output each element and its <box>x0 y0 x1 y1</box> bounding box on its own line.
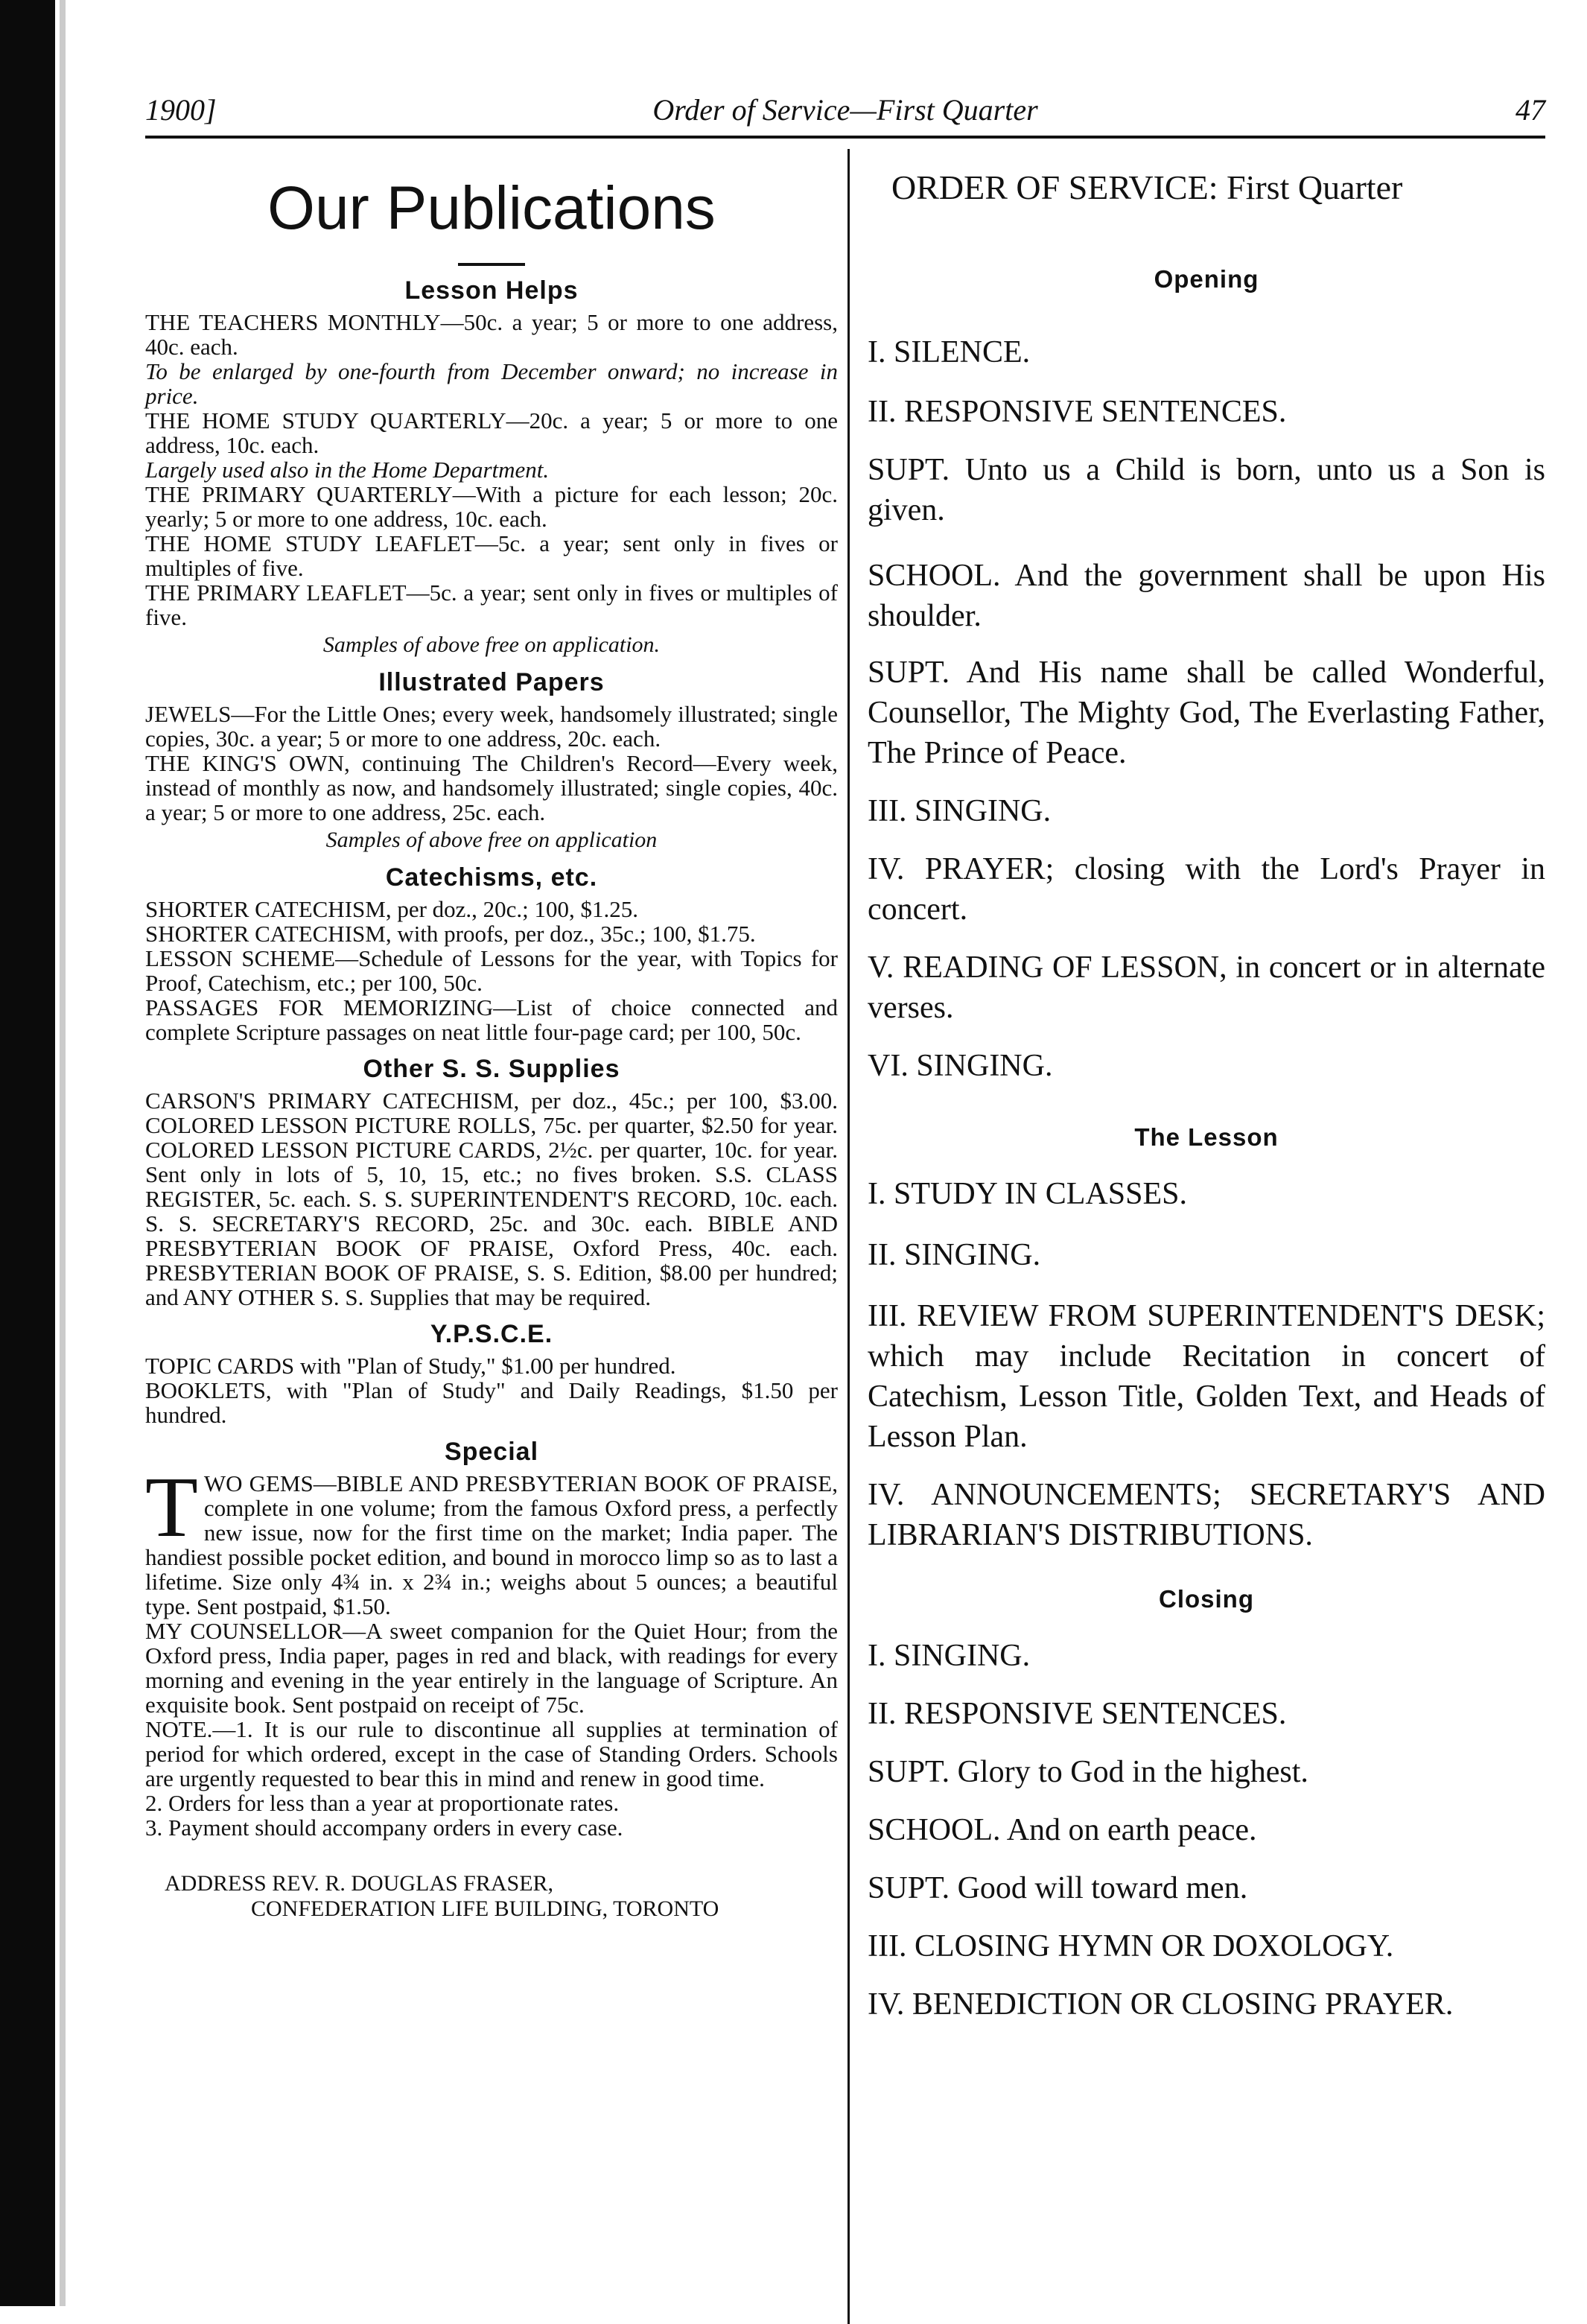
publication-note: To be enlarged by one-fourth from December onward; no increase in price. <box>145 358 838 410</box>
address-line: ADDRESS REV. R. DOUGLAS FRASER, <box>165 1871 554 1896</box>
service-item: II. RESPONSIVE SENTENCES. <box>868 1697 1287 1731</box>
service-item: SUPT. Glory to God in the highest. <box>868 1755 1308 1789</box>
address-line: CONFEDERATION LIFE BUILDING, TORONTO <box>251 1896 719 1922</box>
service-item: IV. PRAYER; closing with the Lord's Prayer in concert. <box>868 852 1545 927</box>
section-lesson-helps <box>145 276 838 658</box>
publication-entry: MY COUNSELLOR—A sweet companion for the Quiet Hour; from the Oxford press, India paper, pages in red and black, with readings for every morning and evening in the year entirely in the language of Scripture. An exquisite book. Sent postpaid on receipt of 75c. <box>145 1618 838 1718</box>
service-item: SUPT. Unto us a Child is born, unto us a Son is given. <box>868 453 1545 527</box>
section-ypsce <box>145 1320 838 1427</box>
two-gems-text: WO GEMS—BIBLE AND PRESBYTERIAN BOOK OF PRAISE, complete in one volume; from the famous Oxford press, a perfectly new issue, now for the first time on the market; India paper. The handiest possible pocket edition, and bound in morocco limp so as to last a lifetime. Size only 4¾ in. x 2¾ in.; weighs about 5 ounces; a beautiful type. Sent postpaid, $1.50. <box>145 1470 838 1620</box>
section-heading: Other S. S. Supplies <box>363 1055 620 1084</box>
column-divider <box>847 149 850 2324</box>
service-item: III. SINGING. <box>868 794 1052 828</box>
samples-note: Samples of above free on application <box>325 828 658 853</box>
section-other-supplies <box>145 1055 838 1309</box>
section-heading: Lesson Helps <box>404 276 579 305</box>
opening-heading: Opening <box>1154 265 1259 293</box>
page-number: 47 <box>1516 93 1545 127</box>
running-header <box>145 83 1545 139</box>
service-item: SUPT. And His name shall be called Wonderful, Counsellor, The Mighty God, The Everlasting Father, The Prince of Peace. <box>868 655 1545 770</box>
service-item: VI. SINGING. <box>868 1049 1053 1083</box>
service-item: I. STUDY IN CLASSES. <box>868 1177 1187 1211</box>
publication-entry: 3. Payment should accompany orders in every case. <box>145 1815 623 1841</box>
service-item: SCHOOL. And on earth peace. <box>868 1813 1257 1847</box>
service-item: I. SILENCE. <box>868 335 1031 369</box>
publication-note: Largely used also in the Home Department. <box>145 457 550 483</box>
section-heading: Illustrated Papers <box>378 668 605 697</box>
publication-entry: PASSAGES FOR MEMORIZING—List of choice connected and complete Scripture passages on neat little four-page card; per 100, 50c. <box>145 994 838 1046</box>
service-item: SCHOOL. And the government shall be upon His shoulder. <box>868 559 1545 633</box>
order-title-sub: First Quarter <box>1226 168 1403 206</box>
book-spine-edge <box>0 0 55 2306</box>
samples-note: Samples of above free on application. <box>322 632 661 658</box>
publication-entry <box>145 1460 838 1620</box>
publication-entry: BOOKLETS, with "Plan of Study" and Daily Readings, $1.50 per hundred. <box>145 1377 838 1429</box>
section-catechisms <box>145 863 838 1044</box>
section-special <box>145 1438 838 1840</box>
service-item: II. SINGING. <box>868 1238 1041 1272</box>
service-item: III. REVIEW FROM SUPERINTENDENT'S DESK; which may include Recitation in concert of Catechism, Lesson Title, Golden Text, and Heads of Lesson Plan. <box>868 1299 1545 1454</box>
publication-entry: THE HOME STUDY LEAFLET—5c. a year; sent only in fives or multiples of five. <box>145 530 838 582</box>
publication-entry: CARSON'S PRIMARY CATECHISM, per doz., 45c.; per 100, $3.00. COLORED LESSON PICTURE ROLLS, 75c. per quarter, $2.50 for year. COLORED LESSON PICTURE CARDS, 2½c. per quarter, 10c. for year. Sent only in lots of 5, 10, 15, etc.; no fives broken. S.S. CLASS REGISTER, 5c. each. S. S. SUPERINTENDENT'S RECORD, 10c. each. S. S. SECRETARY'S RECORD, 25c. and 30c. each. BIBLE AND PRESBYTERIAN BOOK OF PRAISE, Oxford Press, 40c. each. PRESBYTERIAN BOOK OF PRAISE, S. S. Edition, $8.00 per hundred; and ANY OTHER S. S. Supplies that may be required. <box>145 1088 838 1311</box>
publication-entry: THE HOME STUDY QUARTERLY—20c. a year; 5 or more to one address, 10c. each. <box>145 407 838 459</box>
publication-entry: THE PRIMARY LEAFLET—5c. a year; sent only in fives or multiples of five. <box>145 580 838 631</box>
publication-entry: SHORTER CATECHISM, per doz., 20c.; 100, $1.25. <box>145 896 639 923</box>
header-year: 1900] <box>145 93 217 127</box>
publications-column <box>145 160 838 1922</box>
order-of-service-column <box>868 160 1545 2025</box>
service-item: I. SINGING. <box>868 1639 1031 1673</box>
service-item: IV. ANNOUNCEMENTS; SECRETARY'S AND LIBRARIAN'S DISTRIBUTIONS. <box>868 1478 1545 1552</box>
lesson-heading: The Lesson <box>1134 1123 1279 1151</box>
header-title: Order of Service—First Quarter <box>652 93 1038 127</box>
order-title <box>891 168 1545 207</box>
section-illustrated-papers <box>145 668 838 853</box>
service-item: SUPT. Good will toward men. <box>868 1871 1248 1905</box>
publication-entry: JEWELS—For the Little Ones; every week, handsomely illustrated; single copies, 30c. a year; 5 or more to one address, 20c. each. <box>145 701 838 752</box>
section-heading: Y.P.S.C.E. <box>430 1320 553 1349</box>
section-heading: Catechisms, etc. <box>385 863 598 892</box>
publication-entry: 2. Orders for less than a year at proportionate rates. <box>145 1790 620 1817</box>
section-heading: Special <box>444 1438 539 1467</box>
publication-entry: THE TEACHERS MONTHLY—50c. a year; 5 or more to one address, 40c. each. <box>145 309 838 361</box>
publication-entry: SHORTER CATECHISM, with proofs, per doz., 35c.; 100, $1.75. <box>145 921 756 947</box>
publication-entry: THE PRIMARY QUARTERLY—With a picture for each lesson; 20c. yearly; 5 or more to one address, 10c. each. <box>145 481 838 533</box>
publication-entry: NOTE.—1. It is our rule to discontinue all supplies at termination of period for which ordered, except in the case of Standing Orders. Schools are urgently requested to bear this in mind and renew in good time. <box>145 1716 838 1792</box>
address-block <box>145 1871 838 1922</box>
drop-cap: T <box>145 1460 198 1556</box>
publication-entry: THE KING'S OWN, continuing The Children's Record—Every week, instead of monthly as now, and handsomely illustrated; single copies, 40c. a year; 5 or more to one address, 25c. each. <box>145 750 838 826</box>
closing-heading: Closing <box>1159 1585 1254 1613</box>
service-item: II. RESPONSIVE SENTENCES. <box>868 395 1287 429</box>
publication-entry: TOPIC CARDS with "Plan of Study," $1.00 per hundred. <box>145 1353 676 1380</box>
publication-entry: LESSON SCHEME—Schedule of Lessons for the year, with Topics for Proof, Catechism, etc.; per 100, 50c. <box>145 945 838 997</box>
service-item: III. CLOSING HYMN OR DOXOLOGY. <box>868 1929 1394 1963</box>
service-item: V. READING OF LESSON, in concert or in alternate verses. <box>868 950 1545 1025</box>
service-item: IV. BENEDICTION OR CLOSING PRAYER. <box>868 1987 1454 2022</box>
order-title-main: ORDER OF SERVICE: <box>891 168 1218 206</box>
publications-title: Our Publications <box>267 174 716 242</box>
title-rule <box>458 263 525 266</box>
